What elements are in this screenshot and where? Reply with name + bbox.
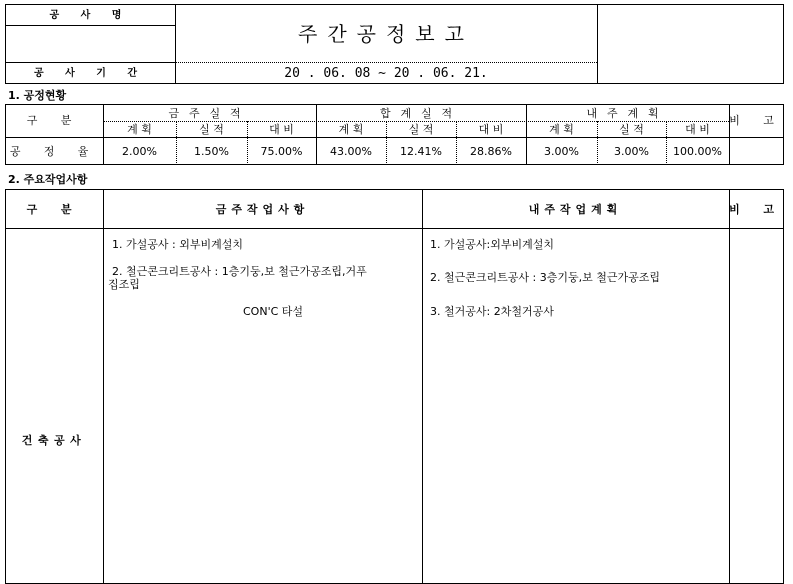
this-week-item: 집조립 xyxy=(108,278,140,291)
next-week-plan-header: 내주작업계획 xyxy=(528,203,623,216)
value-next-week-plan: 3.00% xyxy=(544,145,579,158)
value-cumulative-plan: 43.00% xyxy=(330,145,372,158)
group-cumulative: 합계실적 xyxy=(379,107,463,120)
project-period-label: 공 사 기 간 xyxy=(33,68,147,79)
work-remarks-header: 비 고 xyxy=(729,203,784,216)
next-week-item: 3. 철거공사: 2차철거공사 xyxy=(430,305,554,318)
next-week-item: 2. 철근콘크리트공사 : 3층기둥,보 철근가공조립 xyxy=(430,271,660,284)
sub-header-plan: 계 획 xyxy=(127,123,152,136)
work-category-label: 건축공사 xyxy=(21,434,87,447)
next-week-item: 1. 가설공사:외부비계설치 xyxy=(430,238,554,251)
progress-row-label: 공 정 율 xyxy=(9,145,99,158)
sub-header-ratio: 대 비 xyxy=(685,123,710,136)
value-next-week-ratio: 100.00% xyxy=(673,145,722,158)
project-name-label: 공 사 명 xyxy=(49,10,131,21)
sub-header-plan: 계 획 xyxy=(549,123,574,136)
value-next-week-actual: 3.00% xyxy=(614,145,649,158)
project-period-value: 20 . 06. 08 ~ 20 . 06. 21. xyxy=(284,66,488,81)
group-this-week: 금주실적 xyxy=(168,107,251,120)
sub-header-ratio: 대 비 xyxy=(478,123,504,136)
sub-header-actual: 실 적 xyxy=(199,123,224,136)
value-this-week-ratio: 75.00% xyxy=(260,145,303,158)
sub-header-actual: 실 적 xyxy=(619,123,644,136)
progress-remarks-header: 비 고 xyxy=(729,114,784,127)
sub-header-actual: 실 적 xyxy=(408,123,434,136)
value-cumulative-ratio: 28.86% xyxy=(470,145,512,158)
page-title: 주간공정보고 xyxy=(298,22,474,46)
this-week-work-header: 금주작업사항 xyxy=(215,203,310,216)
value-cumulative-actual: 12.41% xyxy=(400,145,442,158)
group-next-week: 내주계획 xyxy=(586,107,669,120)
value-this-week-actual: 1.50% xyxy=(194,145,229,158)
progress-row-header: 구 분 xyxy=(26,114,82,127)
value-this-week-plan: 2.00% xyxy=(122,145,157,158)
this-week-item: 2. 철근콘크리트공사 : 1층기둥,보 철근가공조립,거푸 xyxy=(112,265,367,278)
this-week-item: 1. 가설공사 : 외부비계설치 xyxy=(112,238,243,251)
section2-title: 2. 주요작업사항 xyxy=(8,173,88,186)
section1-title: 1. 공정현황 xyxy=(8,89,67,102)
sub-header-plan: 계 획 xyxy=(338,123,364,136)
work-category-header: 구 분 xyxy=(26,203,82,216)
sub-header-ratio: 대 비 xyxy=(269,123,294,136)
this-week-item: CON'C 타설 xyxy=(243,305,304,318)
